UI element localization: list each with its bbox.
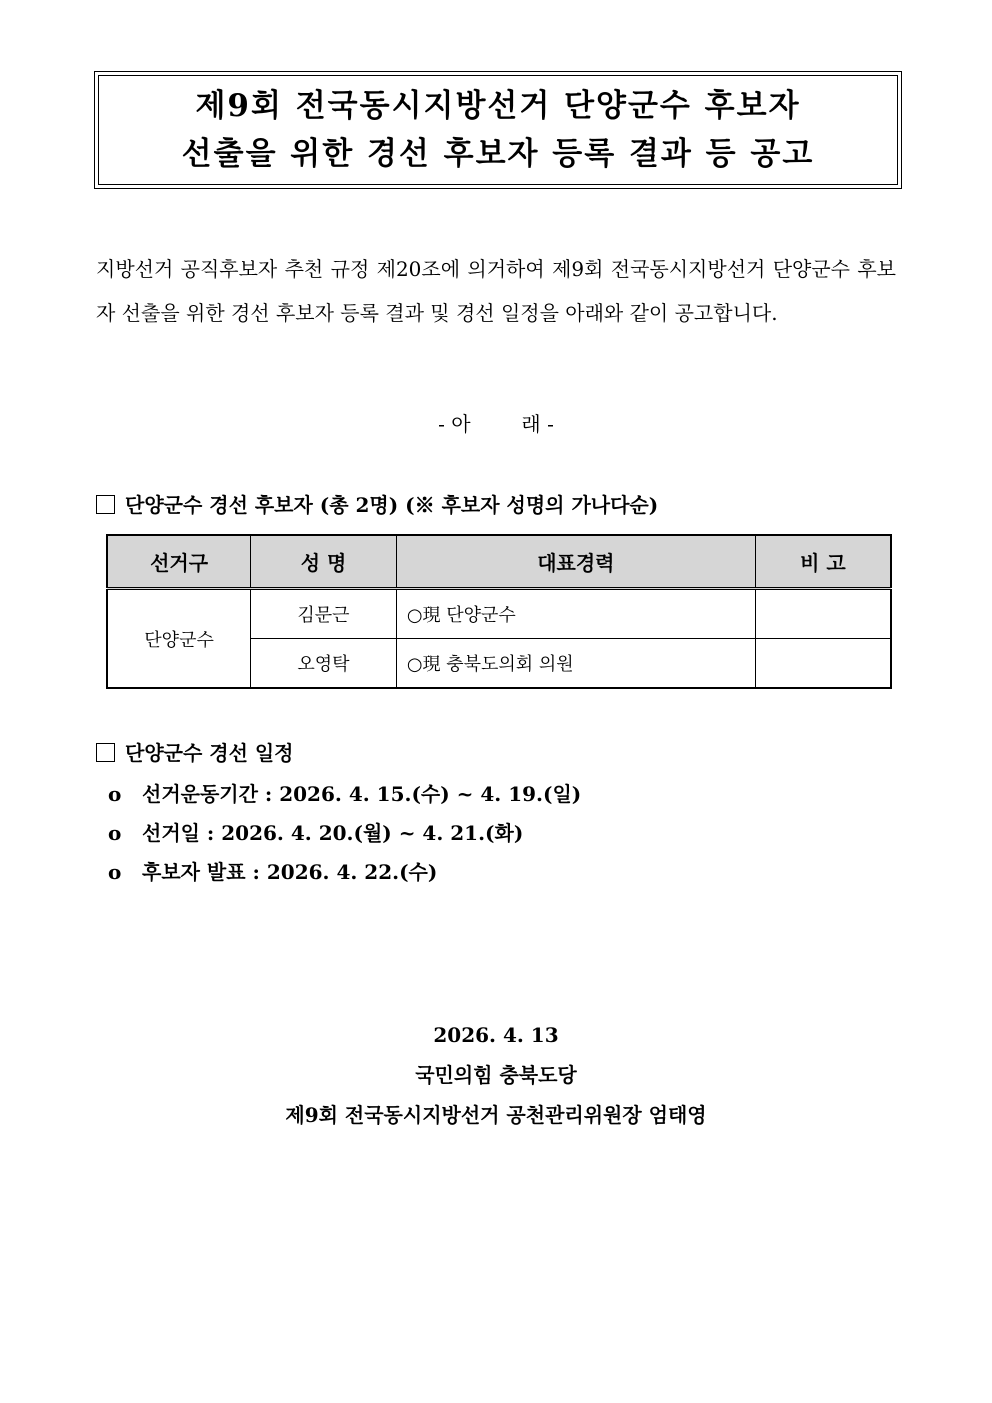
schedule-item-text: 후보자 발표 : 2026. 4. 22.(수) [142,860,438,884]
organization-name: 국민의힘 충북도당 [415,1063,577,1087]
list-item [108,814,581,853]
below-marker: - 아 래 - [438,412,554,436]
table-header-row [107,535,891,589]
bullet-circle-icon: o [108,782,122,806]
candidate-career: ○現 단양군수 [396,589,755,639]
intro-paragraph: 지방선거 공직후보자 추천 규정 제20조에 의거하여 제9회 전국동시지방선거 단양군수 후보자 선출을 위한 경선 후보자 등록 결과 및 경선 일정을 아래와 같이 공고합니다. [96,257,896,325]
bullet-circle-icon: o [108,821,122,845]
candidates-section-heading [96,490,658,520]
candidate-name: 김문근 [251,589,397,639]
bullet-circle-icon: o [108,860,122,884]
title-line-2: 선출을 위한 경선 후보자 등록 결과 등 공고 [181,136,815,172]
schedule-item-text: 선거일 : 2026. 4. 20.(월) ~ 4. 21.(화) [142,821,524,845]
list-item [108,775,581,814]
title-box [94,71,902,189]
schedule-section-heading [96,738,294,768]
header-career: 대표경력 [396,535,755,589]
candidate-name: 오영탁 [251,639,397,689]
checkbox-square-icon [96,743,115,762]
signer-line: 제9회 전국동시지방선거 공천관리위원장 엄태영 [285,1103,707,1127]
title-inner-frame [98,75,898,185]
list-item [108,853,581,892]
candidate-note [755,589,891,639]
title-line-1: 제9회 전국동시지방선거 단양군수 후보자 [195,88,801,124]
district-cell: 단양군수 [107,589,251,689]
schedule-item-text: 선거운동기간 : 2026. 4. 15.(수) ~ 4. 19.(일) [142,782,582,806]
checkbox-square-icon [96,495,115,514]
schedule-list [108,775,581,892]
candidate-career: ○現 충북도의회 의원 [396,639,755,689]
candidates-table [106,534,892,689]
announcement-date: 2026. 4. 13 [433,1023,559,1047]
candidates-heading-text: 단양군수 경선 후보자 (총 2명) (※ 후보자 성명의 가나다순) [125,493,659,517]
candidate-note [755,639,891,689]
table-row [107,589,891,639]
header-district: 선거구 [107,535,251,589]
header-note: 비 고 [755,535,891,589]
header-name: 성 명 [251,535,397,589]
schedule-heading-text: 단양군수 경선 일정 [125,741,294,765]
footer-block [0,1015,992,1135]
